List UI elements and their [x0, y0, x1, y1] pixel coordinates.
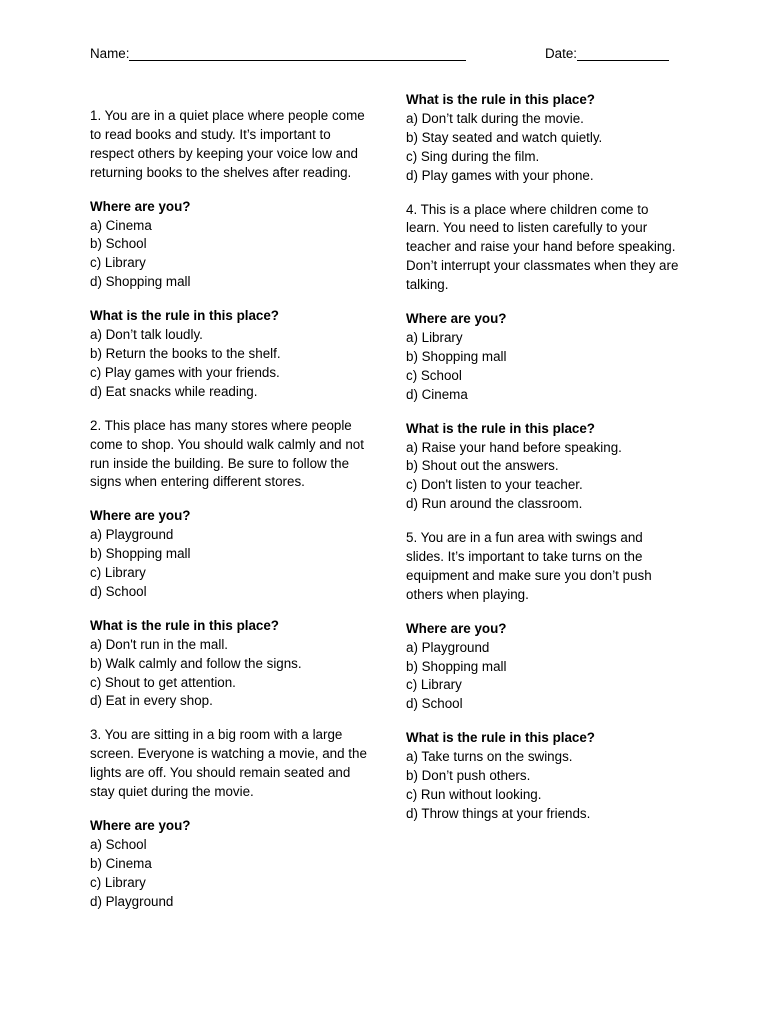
where-options: [406, 639, 681, 715]
answer-option[interactable]: d) Throw things at your friends.: [406, 805, 591, 821]
where-prompt: Where are you?: [406, 311, 507, 327]
answer-option[interactable]: c) Library: [90, 565, 146, 581]
answer-option[interactable]: c) Library: [90, 255, 146, 271]
answer-option[interactable]: a) Don’t talk loudly.: [90, 327, 203, 343]
answer-option[interactable]: b) Shopping mall: [406, 658, 507, 674]
answer-option[interactable]: a) School: [90, 836, 147, 852]
where-options: [90, 836, 375, 912]
question-passage: 3. You are sitting in a big room with a large screen. Everyone is watching a movie, and the lights are off. You should remain seated and stay quiet during the movie.: [90, 727, 367, 800]
date-blank-line[interactable]: [577, 46, 669, 61]
left-column: [90, 107, 375, 927]
answer-option[interactable]: a) Raise your hand before speaking.: [406, 439, 622, 455]
answer-option[interactable]: d) Playground: [90, 893, 174, 909]
answer-option[interactable]: c) Library: [90, 874, 146, 890]
answer-option[interactable]: c) Library: [406, 677, 462, 693]
answer-option[interactable]: d) Eat snacks while reading.: [90, 383, 258, 399]
answer-option[interactable]: d) Eat in every shop.: [90, 693, 213, 709]
rule-prompt: What is the rule in this place?: [406, 420, 595, 436]
question-4: [406, 201, 681, 515]
rule-options: [90, 326, 375, 402]
answer-option[interactable]: b) Shopping mall: [406, 348, 507, 364]
rule-options: [406, 439, 681, 515]
rule-prompt: What is the rule in this place?: [406, 730, 595, 746]
rule-options: [406, 110, 681, 186]
name-blank-line[interactable]: [129, 46, 466, 61]
answer-option[interactable]: c) Run without looking.: [406, 787, 542, 802]
where-prompt: Where are you?: [406, 620, 507, 636]
answer-option[interactable]: a) Playground: [90, 527, 174, 543]
answer-option[interactable]: c) Play games with your friends.: [90, 364, 280, 380]
answer-option[interactable]: d) School: [90, 583, 147, 599]
where-prompt: Where are you?: [90, 508, 191, 524]
where-prompt: Where are you?: [90, 198, 191, 214]
where-options: [90, 526, 375, 602]
answer-option[interactable]: b) Return the books to the shelf.: [90, 345, 281, 361]
question-2: [90, 417, 375, 712]
answer-option[interactable]: a) Don’t talk during the movie.: [406, 110, 584, 126]
answer-option[interactable]: c) Don't listen to your teacher.: [406, 477, 583, 493]
answer-option[interactable]: d) School: [406, 696, 463, 712]
name-field[interactable]: [90, 45, 466, 64]
answer-option[interactable]: d) Shopping mall: [90, 274, 191, 290]
question-3-rule: [406, 91, 681, 186]
rule-options: [90, 636, 375, 712]
answer-option[interactable]: c) Sing during the film.: [406, 148, 540, 164]
answer-option[interactable]: b) Shopping mall: [90, 546, 191, 562]
where-prompt: Where are you?: [90, 818, 191, 833]
answer-option[interactable]: b) Cinema: [90, 855, 152, 871]
worksheet-header: [90, 45, 672, 67]
date-field[interactable]: [545, 45, 669, 64]
question-5: [406, 529, 681, 824]
answer-option[interactable]: b) Stay seated and watch quietly.: [406, 129, 603, 145]
name-label: Name:: [90, 46, 130, 61]
answer-option[interactable]: d) Play games with your phone.: [406, 167, 594, 183]
answer-option[interactable]: b) School: [90, 236, 147, 252]
answer-option[interactable]: a) Don't run in the mall.: [90, 636, 229, 652]
rule-options: [406, 748, 681, 824]
question-3: [90, 726, 375, 911]
rule-prompt: What is the rule in this place?: [90, 308, 279, 324]
answer-option[interactable]: b) Don’t push others.: [406, 768, 531, 784]
answer-option[interactable]: a) Playground: [406, 639, 490, 655]
right-column: [406, 91, 681, 839]
answer-option[interactable]: b) Walk calmly and follow the signs.: [90, 655, 302, 671]
rule-prompt: What is the rule in this place?: [90, 617, 279, 633]
question-passage: 5. You are in a fun area with swings and slides. It’s important to take turns on the equipment and make sure you don’t push others when playing.: [406, 530, 652, 602]
answer-option[interactable]: c) School: [406, 367, 462, 383]
question-1: [90, 107, 375, 402]
answer-option[interactable]: a) Cinema: [90, 217, 152, 233]
question-passage: 4. This is a place where children come to learn. You need to listen carefully to your teacher and raise your hand before speaking. Don’t interrupt your classmates when they are talking.: [406, 201, 679, 293]
question-passage: 2. This place has many stores where people come to shop. You should walk calmly and not run inside the building. Be sure to follow the signs when entering different stores.: [90, 417, 364, 490]
answer-option[interactable]: d) Run around the classroom.: [406, 496, 583, 512]
answer-option[interactable]: b) Shout out the answers.: [406, 458, 559, 474]
answer-option[interactable]: c) Shout to get attention.: [90, 674, 236, 690]
answer-option[interactable]: a) Take turns on the swings.: [406, 749, 573, 765]
answer-option[interactable]: a) Library: [406, 329, 463, 345]
where-options: [90, 217, 375, 293]
rule-prompt: What is the rule in this place?: [406, 92, 595, 107]
date-label: Date:: [545, 46, 578, 61]
answer-option[interactable]: d) Cinema: [406, 386, 468, 402]
question-passage: 1. You are in a quiet place where people come to read books and study. It’s important to respect others by keeping your voice low and returning books to the shelves after reading.: [90, 108, 365, 180]
where-options: [406, 329, 681, 405]
